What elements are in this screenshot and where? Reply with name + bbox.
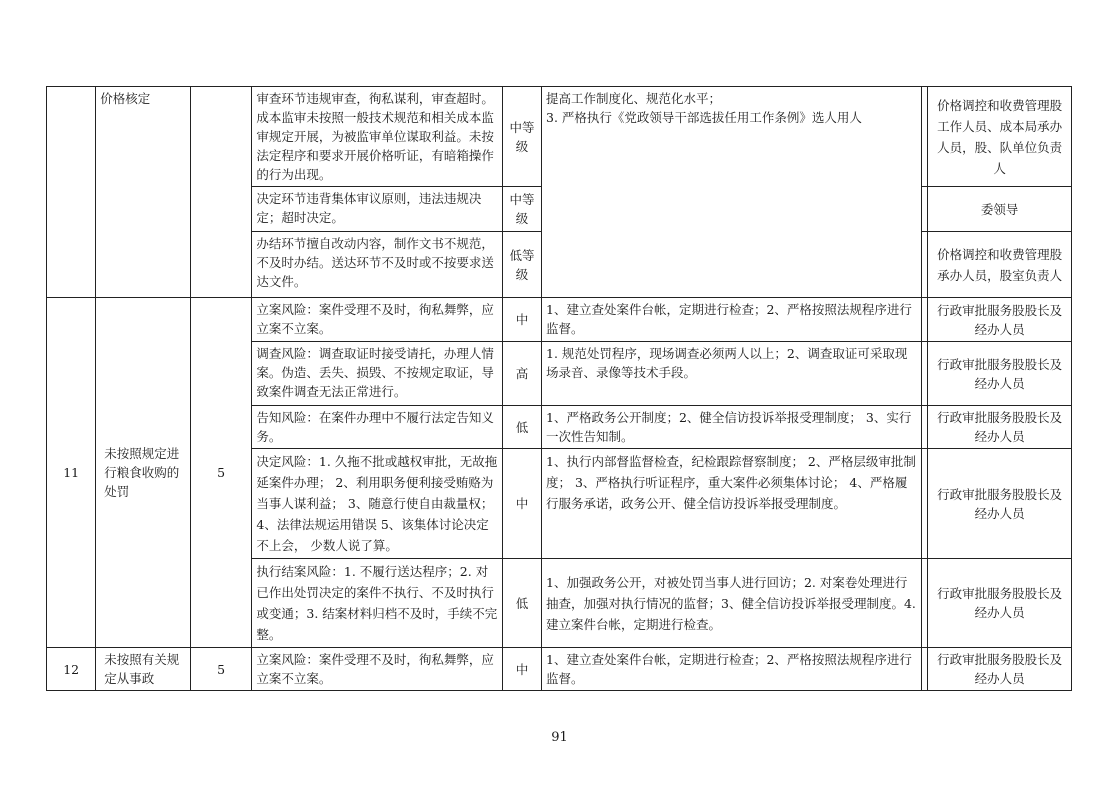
risk-level: 中 [502,298,541,342]
table-row [47,648,1072,691]
risk-level: 低 [502,559,541,648]
risk-desc: 立案风险：案件受理不及时，徇私舞弊，应立案不立案。 [252,648,503,691]
item-name: 价格核定 [100,91,151,106]
table-row [47,298,1072,342]
measures-cell: 1、严格政务公开制度；2、健全信访投诉举报受理制度； 3、实行一次性告知制。 [542,406,922,449]
responsible-cell: 行政审批服务股股长及经办人员 [928,342,1072,406]
measures-cell: 1、建立查处案件台帐，定期进行检查；2、严格按照法规程序进行监督。 [542,648,922,691]
measures-text: 提高工作制度化、规范化水平； 3. 严格执行《党政领导干部选拔任用工作条例》选人用人 [546,91,862,125]
number-cell: 11 [47,298,96,648]
risk-table [46,86,1072,691]
risk-level: 中 [502,648,541,691]
measures-cell [542,87,922,298]
measures-cell: 1、执行内部督监督检查，纪检跟踪督察制度； 2、严格层级审批制度； 3、严格执行听证程序，重大案件必须集体讨论； 4、严格履行服务承诺，政务公开、健全信访投诉举报受理制度。 [542,449,922,559]
risk-level: 低等级 [502,232,541,298]
risk-level: 低 [502,406,541,449]
table-row [47,87,1072,187]
responsible-cell: 行政审批服务股股长及经办人员 [928,449,1072,559]
count-cell [190,87,252,298]
risk-desc: 执行结案风险：1. 不履行送达程序；2. 对已作出处罚决定的案件不执行、不及时执行或变通；3. 结案材料归档不及时，手续不完整。 [252,559,503,648]
number-cell [47,87,96,298]
risk-desc: 调查风险：调查取证时接受请托，办理人情案。伪造、丢失、损毁、不按规定取证，导致案件调查无法正常进行。 [252,342,503,406]
responsible-cell: 价格调控和收费管理股承办人员，股室负责人 [928,232,1072,298]
item-name-cell [96,87,190,298]
item-name-cell: 未按照有关规定从事政 [96,648,190,691]
measures-cell: 1、加强政务公开，对被处罚当事人进行回访；2. 对案卷处理进行抽查，加强对执行情况的监督；3、健全信访投诉举报受理制度。4. 建立案件台帐，定期进行检查。 [542,559,922,648]
responsible-cell: 行政审批服务股股长及经办人员 [928,648,1072,691]
count-cell: 5 [190,298,252,648]
responsible-cell: 委领导 [928,187,1072,232]
risk-desc: 办结环节擅自改动内容，制作文书不规范，不及时办结。送达环节不及时或不按要求送达文件。 [252,232,503,298]
risk-desc: 决定风险：1. 久拖不批或越权审批，无故拖延案件办理； 2、利用职务便利接受贿赂为当事人谋利益； 3、随意行使自由裁量权； 4、法律法规运用错误 5、该集体讨论决定不上会， 少数人说了算。 [252,449,503,559]
responsible-cell: 行政审批服务股股长及经办人员 [928,406,1072,449]
risk-desc: 告知风险：在案件办理中不履行法定告知义务。 [252,406,503,449]
risk-desc: 决定环节违背集体审议原则，违法违规决定；超时决定。 [252,187,503,232]
count-cell: 5 [190,648,252,691]
item-name: 未按照规定进行粮食收购的处罚 [104,446,180,499]
responsible-cell: 行政审批服务股股长及经办人员 [928,559,1072,648]
risk-level: 中 [502,449,541,559]
measures-cell: 1、建立查处案件台帐，定期进行检查；2、严格按照法规程序进行监督。 [542,298,922,342]
risk-desc: 立案风险：案件受理不及时，徇私舞弊，应立案不立案。 [252,298,503,342]
risk-desc: 审查环节违规审查，徇私谋利，审查超时。成本监审未按照一般技术规范和相关成本监审规定开展，为被监审单位谋取利益。未按法定程序和要求开展价格听证，有暗箱操作的行为出现。 [252,87,503,187]
item-name-cell [96,298,190,648]
responsible-cell: 行政审批服务股股长及经办人员 [928,298,1072,342]
risk-level: 高 [502,342,541,406]
measures-cell: 1. 规范处罚程序，现场调查必须两人以上；2、调查取证可采取现场录音、录像等技术手段。 [542,342,922,406]
risk-level: 中等级 [502,87,541,187]
responsible-cell: 价格调控和收费管理股工作人员、成本局承办人员，股、队单位负责人 [928,87,1072,187]
number-cell: 12 [47,648,96,691]
risk-level: 中等级 [502,187,541,232]
page-number: 91 [551,730,568,745]
